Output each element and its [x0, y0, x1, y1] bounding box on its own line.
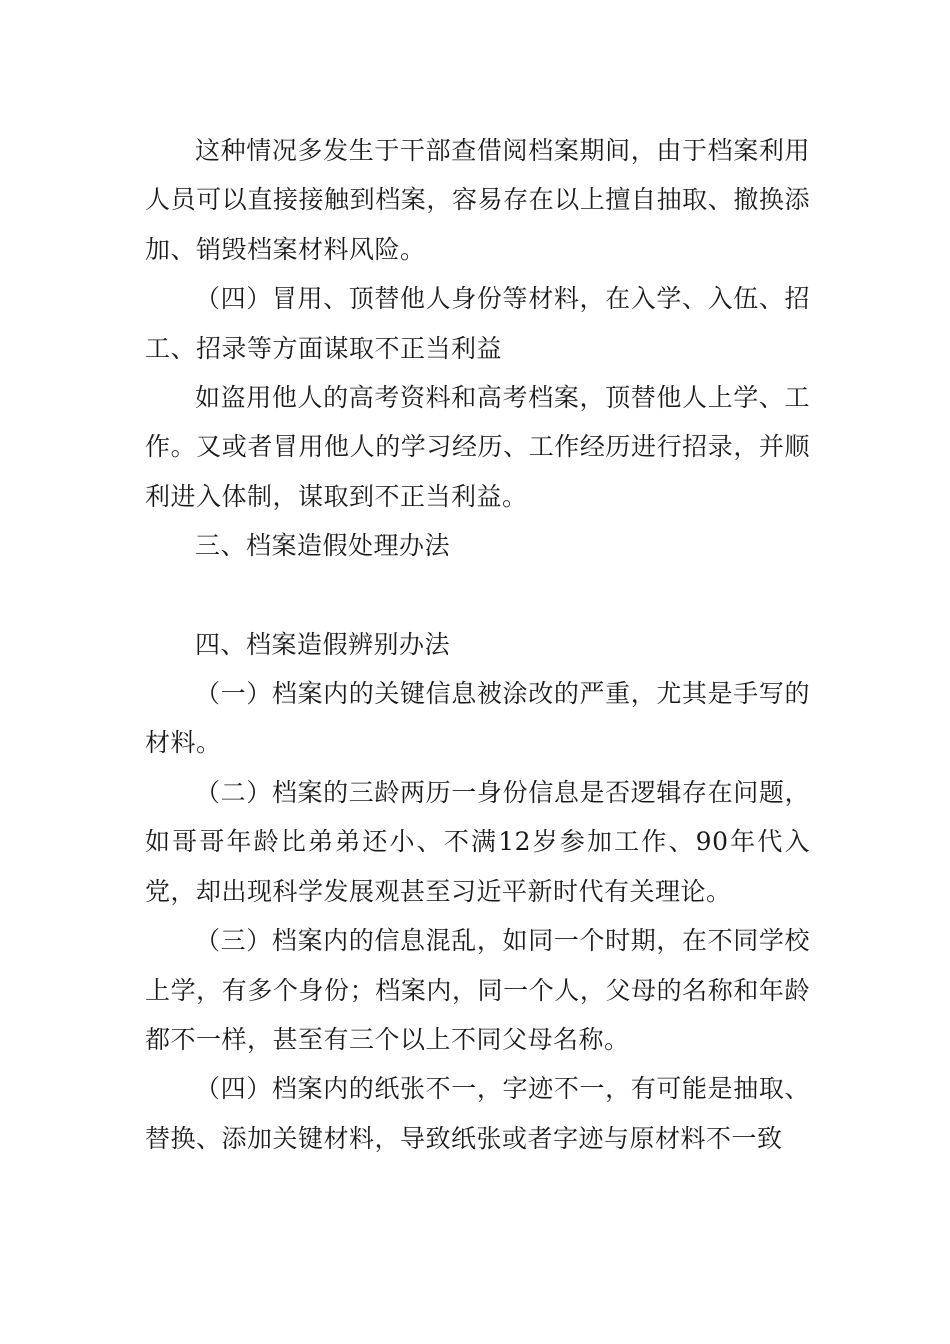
paragraph-item-paper-handwriting: （四）档案内的纸张不一，字迹不一，有可能是抽取、替换、添加关键材料，导致纸张或者字迹与原材料不一致	[145, 1074, 810, 1153]
section-heading-identification: 四、档案造假辨别办法	[195, 629, 451, 659]
paragraph-heading-identity-fraud: （四）冒用、顶替他人身份等材料，在入学、入伍、招工、招录等方面谋取不正当利益	[145, 284, 810, 363]
paragraph-item-info-confusion: （三）档案内的信息混乱，如同一个时期，在不同学校上学，有多个身份；档案内，同一个人，父母的名称和年龄都不一样，甚至有三个以上不同父母名称。	[145, 926, 810, 1054]
section-heading-handling: 三、档案造假处理办法	[195, 531, 451, 561]
blank-line	[145, 571, 810, 620]
paragraph-item-logic-check: （二）档案的三龄两历一身份信息是否逻辑存在问题，如哥哥年龄比弟弟还小、不满12岁参加工作、90年代入党，却出现科学发展观甚至习近平新时代有关理论。	[145, 777, 811, 906]
paragraph-identity-fraud-example: 如盗用他人的高考资料和高考档案，顶替他人上学、工作。又或者冒用他人的学习经历、工作经历进行招录，并顺利进入体制，谋取到不正当利益。	[145, 383, 810, 511]
document-body	[145, 126, 810, 1163]
paragraph-borrowing-risk: 这种情况多发生于干部查借阅档案期间，由于档案利用人员可以直接接触到档案，容易存在以上擅自抽取、撤换添加、销毁档案材料风险。	[145, 136, 810, 264]
paragraph-item-altered-info: （一）档案内的关键信息被涂改的严重，尤其是手写的材料。	[145, 679, 810, 758]
